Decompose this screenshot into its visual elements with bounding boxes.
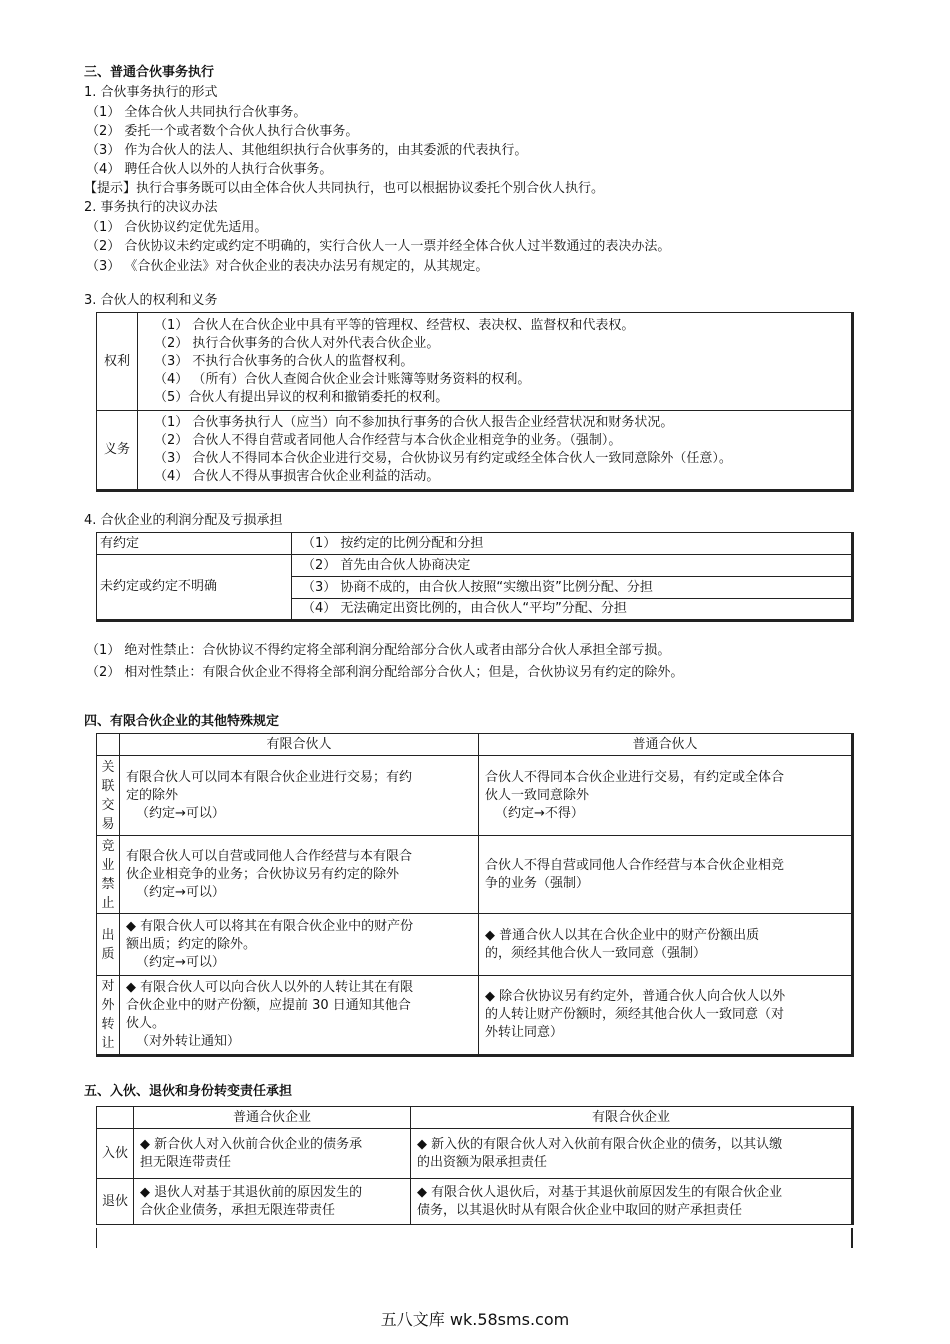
section5-title: 五、入伙、退伙和身份转变责任承担 — [84, 1084, 293, 1099]
profit-agreed-label: 有约定 — [97, 533, 292, 555]
cell-general: ◆ 新合伙人对入伙前合伙企业的债务承 担无限连带责任 — [134, 1129, 411, 1179]
sub2-item: （3） 《合伙企业法》对合伙企业的表决办法另有规定的，从其规定。 — [86, 259, 489, 274]
cell-general: ◆ 除合伙协议另有约定外，普通合伙人向合伙人以外 的人转让财产份额时，须经其他合伙人一致同意（对 外转让同意） — [479, 976, 853, 1056]
sub4-title: 4. 合伙企业的利润分配及亏损承担 — [84, 513, 283, 528]
prohibition-item: （1） 绝对性禁止：合伙协议不得约定将全部利润分配给部分合伙人或者由部分合伙人承担全部亏损。 — [86, 643, 671, 658]
header-general: 普通合伙人 — [479, 734, 853, 756]
sub1-title: 1. 合伙事务执行的形式 — [84, 85, 218, 100]
section3-title: 三、普通合伙事务执行 — [84, 65, 215, 80]
rights-item: （4） （所有）合伙人查阅合伙企业会计账簿等财务资料的权利。 — [154, 371, 531, 387]
join-leave-table — [96, 1106, 854, 1225]
cell-limited: ◆ 有限合伙人退伙后，对基于其退伙前原因发生的有限合伙企业 债务，以其退伙时从有限合伙企业中取回的财产承担责任 — [411, 1179, 853, 1225]
row-label: 对 外 转 让 — [97, 976, 120, 1056]
sub2-title: 2. 事务执行的决议办法 — [84, 200, 218, 215]
header-limited: 有限合伙人 — [120, 734, 479, 756]
header-blank — [97, 1107, 134, 1129]
table-rail-right — [851, 1228, 853, 1248]
sub1-item: （4） 聘任合伙人以外的人执行合伙事务。 — [86, 162, 333, 177]
duties-row — [97, 411, 853, 491]
table-rail-left — [96, 1228, 97, 1248]
sub2-item: （2） 合伙协议未约定或约定不明确的，实行合伙人一人一票并经全体合伙人过半数通过的表决办法。 — [86, 239, 671, 254]
cell-general: ◆ 退伙人对基于其退伙前的原因发生的 合伙企业债务，承担无限连带责任 — [134, 1179, 411, 1225]
row-label: 入伙 — [97, 1129, 134, 1179]
cell-limited: 有限合伙人可以自营或同他人合作经营与本有限合 伙企业相竞争的业务；合伙协议另有约定的除外 （约定→可以） — [120, 836, 479, 914]
rights-item: （1） 合伙人在合伙企业中具有平等的管理权、经营权、表决权、监督权和代表权。 — [154, 317, 635, 333]
rights-item: （2） 执行合伙事务的合伙人对外代表合伙企业。 — [154, 335, 440, 351]
profit-unclear-label: 未约定或约定不明确 — [97, 555, 292, 621]
header-limited: 有限合伙企业 — [411, 1107, 853, 1129]
cell-limited: ◆ 有限合伙人可以向合伙人以外的人转让其在有限 合伙企业中的财产份额，应提前 30 日通知其他合 伙人。 （对外转让通知） — [120, 976, 479, 1056]
section4-title: 四、有限合伙企业的其他特殊规定 — [84, 714, 280, 729]
duties-item: （1） 合伙事务执行人（应当）向不参加执行事务的合伙人报告企业经营状况和财务状况。 — [154, 415, 674, 430]
duties-item: （4） 合伙人不得从事损害合伙企业利益的活动。 — [154, 469, 440, 484]
row-label: 出 质 — [97, 914, 120, 976]
limited-partnership-table — [96, 733, 854, 1057]
table-header-row — [97, 734, 853, 756]
duties-item: （2） 合伙人不得自营或者同他人合作经营与本合伙企业相竞争的业务。（强制）。 — [154, 433, 622, 448]
cell-limited: ◆ 新入伙的有限合伙人对入伙前有限合伙企业的债务，以其认缴 的出资额为限承担责任 — [411, 1129, 853, 1179]
table-row — [97, 756, 853, 836]
row-label: 关 联 交 易 — [97, 756, 120, 836]
cell-general: 合伙人不得同本合伙企业进行交易，有约定或全体合 伙人一致同意除外 （约定→不得） — [479, 756, 853, 836]
header-blank — [97, 734, 120, 756]
duties-content — [138, 411, 853, 491]
profit-unclear-value: （4） 无法确定出资比例的，由合伙人“平均”分配、分担 — [292, 599, 853, 621]
rights-duties-table — [96, 312, 854, 492]
profit-unclear-value: （3） 协商不成的，由合伙人按照“实缴出资”比例分配、分担 — [292, 577, 853, 599]
rights-row — [97, 313, 853, 411]
sub3-title: 3. 合伙人的权利和义务 — [84, 293, 218, 308]
profit-unclear-row — [97, 555, 853, 577]
duties-label: 义务 — [97, 411, 138, 491]
cell-limited: 有限合伙人可以同本有限合伙企业进行交易；有约 定的除外 （约定→可以） — [120, 756, 479, 836]
table-row — [97, 836, 853, 914]
rights-item: （5）合伙人有提出异议的权利和撤销委托的权利。 — [154, 389, 449, 405]
profit-unclear-value: （2） 首先由合伙人协商决定 — [292, 555, 853, 577]
profit-table — [96, 532, 854, 622]
sub1-item: （2） 委托一个或者数个合伙人执行合伙事务。 — [86, 124, 359, 139]
duties-item: （3） 合伙人不得同本合伙企业进行交易，合伙协议另有约定或经全体合伙人一致同意除外（任意）。 — [154, 451, 732, 466]
footer-watermark: 五八文库 wk.58sms.com — [380, 1310, 570, 1329]
cell-limited: ◆ 有限合伙人可以将其在有限合伙企业中的财产份 额出质；约定的除外。 （约定→可以） — [120, 914, 479, 976]
table-header-row — [97, 1107, 853, 1129]
rights-item: （3） 不执行合伙事务的合伙人的监督权利。 — [154, 353, 414, 369]
row-label: 退伙 — [97, 1179, 134, 1225]
sub1-item: （1） 全体合伙人共同执行合伙事务。 — [86, 105, 307, 120]
header-general: 普通合伙企业 — [134, 1107, 411, 1129]
table-row — [97, 914, 853, 976]
cell-general: 合伙人不得自营或同他人合作经营与本合伙企业相竞 争的业务（强制） — [479, 836, 853, 914]
prohibition-item: （2） 相对性禁止：有限合伙企业不得将全部利润分配给部分合伙人；但是，合伙协议另有约定的除外。 — [86, 665, 684, 680]
rights-content — [138, 313, 853, 411]
table-row — [97, 976, 853, 1056]
sub1-item: （3） 作为合伙人的法人、其他组织执行合伙事务的，由其委派的代表执行。 — [86, 143, 528, 158]
row-label: 竞 业 禁 止 — [97, 836, 120, 914]
table-row — [97, 1129, 853, 1179]
sub2-item: （1） 合伙协议约定优先适用。 — [86, 220, 268, 235]
profit-agreed-value: （1） 按约定的比例分配和分担 — [292, 533, 853, 555]
cell-general: ◆ 普通合伙人以其在合伙企业中的财产份额出质 的，须经其他合伙人一致同意（强制） — [479, 914, 853, 976]
profit-agreed-row — [97, 533, 853, 555]
table-row — [97, 1179, 853, 1225]
tip-text: 【提示】执行合事务既可以由全体合伙人共同执行，也可以根据协议委托个别合伙人执行。 — [84, 181, 605, 196]
rights-label: 权利 — [97, 313, 138, 411]
